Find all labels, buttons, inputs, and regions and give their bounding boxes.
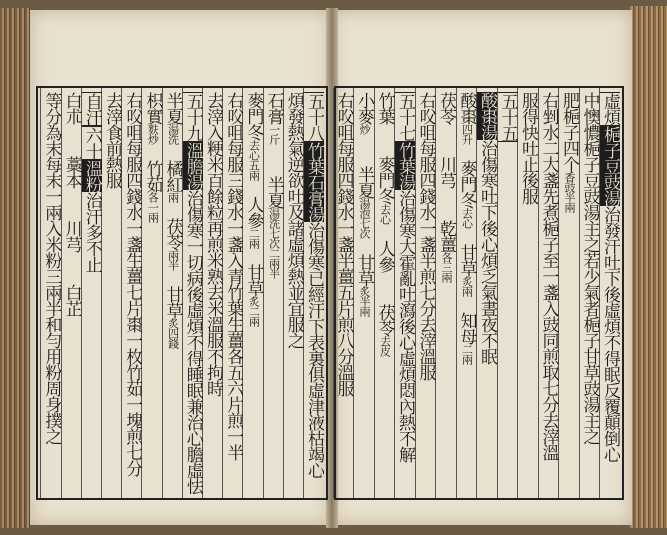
column-text: 右㕮咀每服四錢水一盞半薑五片煎八分溫服	[333, 92, 354, 396]
column-text: 知母	[456, 296, 477, 344]
column-text: 炙半兩	[358, 286, 371, 316]
column-text: 中懊憹梔子豆豉湯主之若少氣者梔子甘草豉湯主之	[579, 92, 600, 444]
text-column	[375, 92, 395, 494]
column-text: 白朮 藁本 川芎 白芷	[61, 92, 82, 316]
column-text: 炙二兩	[247, 296, 261, 326]
column-text: 甘草	[243, 248, 264, 296]
column-text: 湯洗七次二兩半	[267, 208, 281, 278]
column-text: 香豉半兩	[563, 172, 576, 212]
column-text: 麩炒	[146, 124, 160, 144]
column-text: 湯泡七次	[358, 198, 371, 238]
column-text: 炙四錢	[166, 318, 180, 348]
column-text: 二兩	[460, 344, 474, 364]
column-rule	[40, 88, 41, 498]
column-text: 炒	[358, 124, 371, 134]
text-column	[183, 92, 203, 494]
section-label: 五十五	[497, 93, 518, 141]
column-text: 一斤	[267, 124, 281, 144]
text-column	[142, 92, 162, 494]
text-column	[416, 92, 436, 494]
column-text: 去心	[460, 208, 474, 228]
column-text: 肥梔子四个	[559, 92, 579, 172]
prescription-title: 溫膽湯	[182, 142, 203, 190]
prescription-title: 溫粉	[81, 160, 102, 192]
text-column	[82, 92, 102, 494]
text-column	[436, 92, 456, 494]
column-text: 服得快吐止後服	[518, 92, 538, 204]
column-text: 酸棗	[456, 92, 477, 124]
column-text: 人參	[243, 180, 264, 228]
text-column	[498, 92, 518, 494]
column-text: 人參 茯苓	[374, 224, 395, 336]
book-edge-right	[629, 6, 667, 528]
text-column	[477, 92, 497, 494]
column-text: 麥門冬	[456, 144, 477, 208]
column-text: 右剉水二大盞先煮梔子至一盞入豉同煎取七分去滓溫	[538, 92, 559, 460]
prescription-title: 梔子豆豉湯	[600, 126, 620, 206]
text-column	[354, 92, 374, 494]
text-column	[203, 92, 223, 494]
column-text: 各一兩	[146, 192, 160, 222]
section-label: 六十	[81, 127, 102, 159]
text-column	[122, 92, 142, 494]
column-text: 治傷寒大霍亂吐瀉後心虛煩悶內熱不解	[395, 190, 415, 462]
column-text: 湯洗	[166, 124, 180, 144]
text-column	[539, 92, 559, 494]
text-column	[600, 92, 620, 494]
column-text: 石膏	[263, 92, 284, 124]
column-text: 治汗多不止	[81, 192, 102, 272]
column-text: 去滓入粳米百餘粒再煎米熟去米溫服不拘時	[203, 92, 223, 396]
prescription-title: 竹葉石膏湯	[304, 142, 324, 222]
column-text: 各三兩	[440, 252, 453, 282]
text-column	[163, 92, 183, 494]
text-column	[41, 92, 61, 494]
column-text: 去心	[378, 204, 392, 224]
column-rule	[333, 88, 334, 498]
column-text: 煩發熱氣逆欲吐及諸虛煩熱並宜服之	[283, 92, 304, 348]
column-text: 去心五兩	[247, 140, 261, 180]
section-label: 自汗	[81, 93, 102, 125]
text-column	[334, 92, 354, 494]
text-column	[62, 92, 82, 494]
column-text: 等分為末每末一兩入米粉三兩半和勻用粉周身撲之	[41, 92, 62, 444]
column-text: 竹葉 麥門冬	[374, 92, 395, 204]
column-text: 治發汗吐下後虛煩不得眠反覆顛倒心	[600, 206, 620, 462]
column-text: 甘草	[162, 270, 183, 318]
book-edge-left	[0, 8, 30, 528]
text-column	[395, 92, 415, 494]
column-text: 半夏	[263, 144, 284, 208]
column-text: 去皮	[378, 336, 392, 356]
section-label: 虛煩	[600, 93, 620, 125]
column-text: 半夏	[162, 92, 183, 124]
column-text: 甘草	[354, 238, 374, 286]
text-column	[559, 92, 579, 494]
column-text: 茯苓	[162, 202, 183, 250]
column-text: 兩	[166, 192, 180, 202]
column-text: 右㕮咀每服三錢水一盞入青竹葉生薑各五六片煎一半	[223, 92, 244, 460]
text-column	[457, 92, 477, 494]
column-text: 二兩	[247, 228, 261, 248]
column-text: 甘草	[456, 228, 477, 276]
prescription-title: 酸棗湯	[477, 92, 497, 140]
text-column	[580, 92, 600, 494]
text-column	[243, 92, 263, 494]
column-text: 治傷寒吐下後心煩乏氣晝夜不眠	[477, 140, 497, 364]
column-text: 治傷寒已經汗下表裏俱虛津液枯竭心	[304, 222, 324, 478]
column-text: 麥門冬	[243, 92, 264, 140]
column-text: 茯苓 川芎 乾薑	[436, 92, 456, 252]
column-text: 枳實	[142, 92, 163, 124]
text-column	[264, 92, 284, 494]
prescription-title: 竹葉湯	[395, 142, 415, 190]
section-label: 五十八	[304, 93, 324, 141]
column-text: 橘紅	[162, 144, 183, 192]
text-column	[223, 92, 243, 494]
column-text: 治傷寒一切病後虛煩不得睡眠兼治心膽虛怯	[182, 190, 203, 494]
column-text: 兩半	[166, 250, 180, 270]
column-text: 右㕮咀每服四錢水一盞生薑七片棗一枚竹茹一塊煎七分	[122, 92, 143, 476]
section-label: 五十七	[395, 93, 415, 141]
column-text: 小麥	[354, 92, 374, 124]
text-column	[518, 92, 538, 494]
column-text: 竹茹	[142, 144, 163, 192]
column-text: 炙兩	[460, 276, 474, 296]
column-text: 去滓食前熱服	[102, 92, 122, 188]
text-column	[102, 92, 122, 494]
text-column	[304, 92, 324, 494]
column-text: 右㕮咀每服四錢水一盞半煎七分去滓溫服	[415, 92, 436, 380]
text-column	[284, 92, 304, 494]
column-text: 半夏	[354, 134, 374, 198]
section-label: 五十九	[182, 93, 203, 141]
column-text: 四升	[460, 124, 474, 144]
